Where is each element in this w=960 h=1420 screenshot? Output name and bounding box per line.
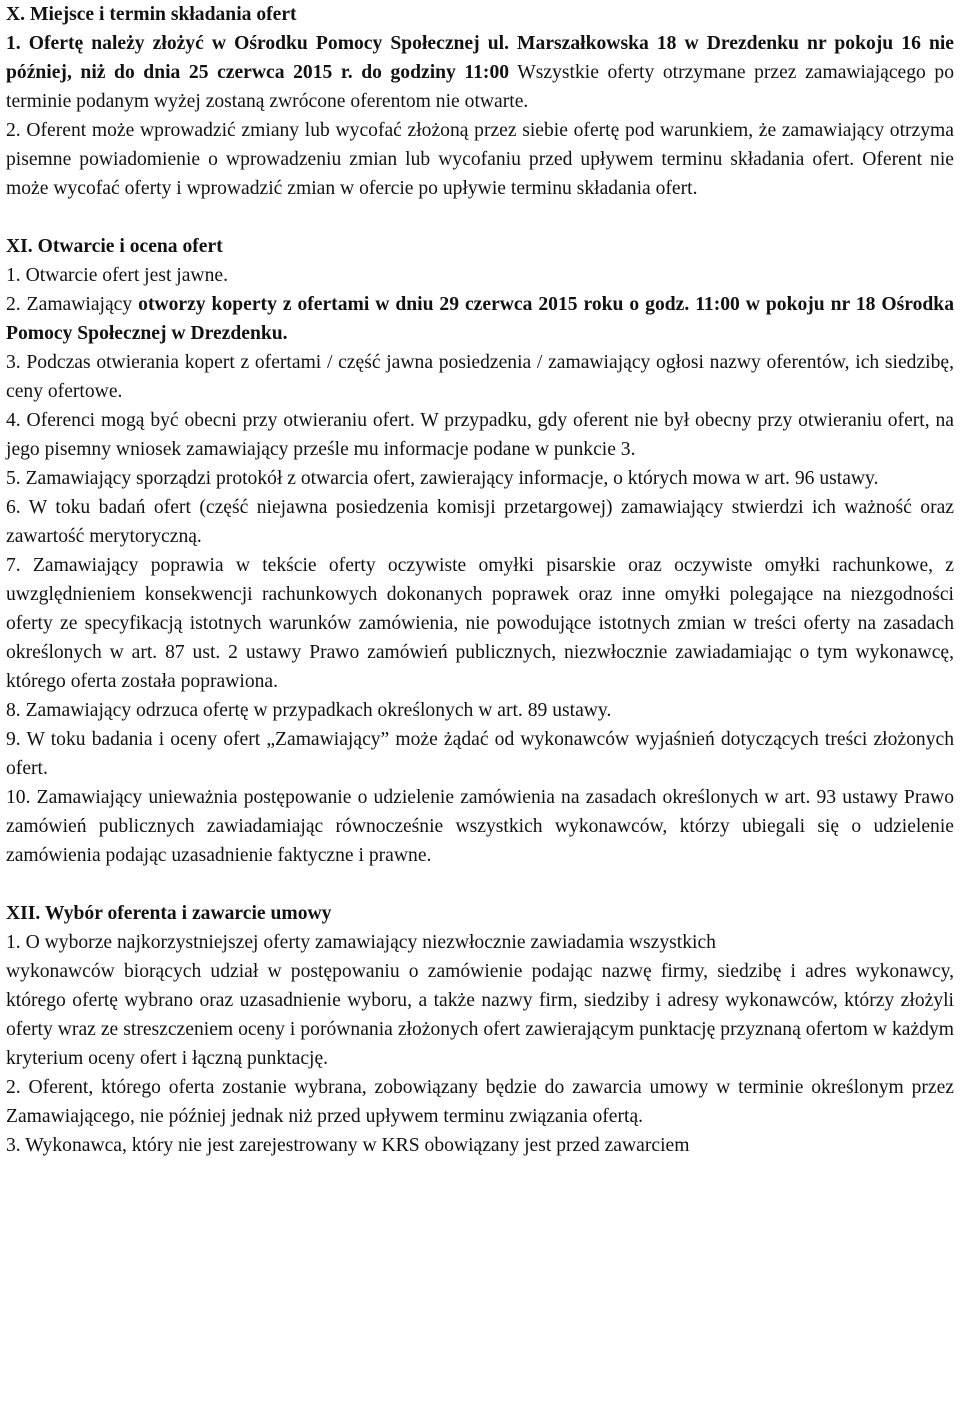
section-xii-heading: XII. Wybór oferenta i zawarcie umowy [6, 903, 332, 924]
section-xii-point-3: 3. Wykonawca, który nie jest zarejestrowany w KRS obowiązany jest przed zawarciem [6, 1135, 690, 1156]
section-xi-point-2-bold: otworzy koperty z ofertami w dniu 29 czerwca 2015 roku o godz. 11:00 w pokoju nr 18 Ośrodka Pomocy Społecznej w Drezdenku. [6, 294, 954, 344]
section-x-point-2: 2. Oferent może wprowadzić zmiany lub wycofać złożoną przez siebie ofertę pod warunkiem, że zamawiający otrzyma pisemne powiadomienie o wprowadzeniu zmian lub wycofaniu przed upływem terminu składania ofert. Oferent nie może wycofać oferty i wprowadzić zmian w ofercie po upływie terminu składania ofert. [6, 120, 954, 199]
section-xi-point-8: 8. Zamawiający odrzuca ofertę w przypadkach określonych w art. 89 ustawy. [6, 700, 612, 721]
section-xi-point-2-pre: 2. Zamawiający [6, 294, 139, 315]
section-xi-point-4: 4. Oferenci mogą być obecni przy otwieraniu ofert. W przypadku, gdy oferent nie był obecny przy otwieraniu ofert, na jego pisemny wniosek zamawiający prześle mu informacje podane w punkcie 3. [6, 410, 954, 460]
section-x-heading: X. Miejsce i termin składania ofert [6, 4, 297, 25]
section-xi-point-1: 1. Otwarcie ofert jest jawne. [6, 265, 228, 286]
spacer [6, 870, 954, 899]
spacer [6, 203, 954, 232]
section-xi-heading: XI. Otwarcie i ocena ofert [6, 236, 223, 257]
section-xii-point-2: 2. Oferent, którego oferta zostanie wybrana, zobowiązany będzie do zawarcia umowy w terminie określonym przez Zamawiającego, nie później jednak niż przed upływem terminu związania ofertą. [6, 1077, 954, 1127]
section-xi-point-3: 3. Podczas otwierania kopert z ofertami / część jawna posiedzenia / zamawiający ogłosi nazwy oferentów, ich siedzibę, ceny ofertowe. [6, 352, 954, 402]
section-x-point-1-rest: Wszystkie oferty otrzymane przez zamawiającego po terminie podanym wyżej zostaną zwrócone oferentom nie otwarte. [6, 62, 954, 112]
section-xi-point-6: 6. W toku badań ofert (część niejawna posiedzenia komisji przetargowej) zamawiający stwierdzi ich ważność oraz zawartość merytoryczną. [6, 497, 954, 547]
section-xi-point-2 [6, 290, 954, 348]
section-xi-point-9: 9. W toku badania i oceny ofert „Zamawiający” może żądać od wykonawców wyjaśnień dotyczących treści złożonych ofert. [6, 729, 954, 779]
section-x-point-1-bold: 1. Ofertę należy złożyć w Ośrodku Pomocy Społecznej ul. Marszałkowska 18 w Drezdenku nr pokoju 16 nie później, niż do dnia 25 czerwca 2015 r. do godziny 11:00 [6, 33, 954, 83]
section-xi-point-7: 7. Zamawiający poprawia w tekście oferty oczywiste omyłki pisarskie oraz oczywiste omyłki rachunkowe, z uwzględnieniem konsekwencji rachunkowych dokonanych poprawek oraz inne omyłki polegające na niezgodności oferty ze specyfikacją istotnych warunków zamówienia, nie powodujące istotnych zmian w treści oferty na zasadach określonych w art. 87 ust. 2 ustawy Prawo zamówień publicznych, niezwłocznie zawiadamiając o tym wykonawcę, którego oferta została poprawiona. [6, 555, 954, 692]
section-x-point-1 [6, 29, 954, 116]
section-xii-point-1b: wykonawców biorących udział w postępowaniu o zamówienie podając nazwę firmy, siedzibę i adres wykonawcy, którego ofertę wybrano oraz uzasadnienie wyboru, a także nazwy firm, siedziby i adresy wykonawców, którzy złożyli oferty wraz ze streszczeniem oceny i porównania złożonych ofert zawierającym punktację przyznaną ofertom w każdym kryterium oceny ofert i łączną punktację. [6, 961, 954, 1069]
section-xi-point-5: 5. Zamawiający sporządzi protokół z otwarcia ofert, zawierający informacje, o których mowa w art. 96 ustawy. [6, 468, 879, 489]
section-xii-point-1a: 1. O wyborze najkorzystniejszej oferty zamawiający niezwłocznie zawiadamia wszystkich [6, 932, 716, 953]
section-xi-point-10: 10. Zamawiający unieważnia postępowanie o udzielenie zamówienia na zasadach określonych w art. 93 ustawy Prawo zamówień publicznych zawiadamiając równocześnie wszystkich wykonawców, którzy ubiegali się o udzielenie zamówienia podając uzasadnienie faktyczne i prawne. [6, 787, 954, 866]
